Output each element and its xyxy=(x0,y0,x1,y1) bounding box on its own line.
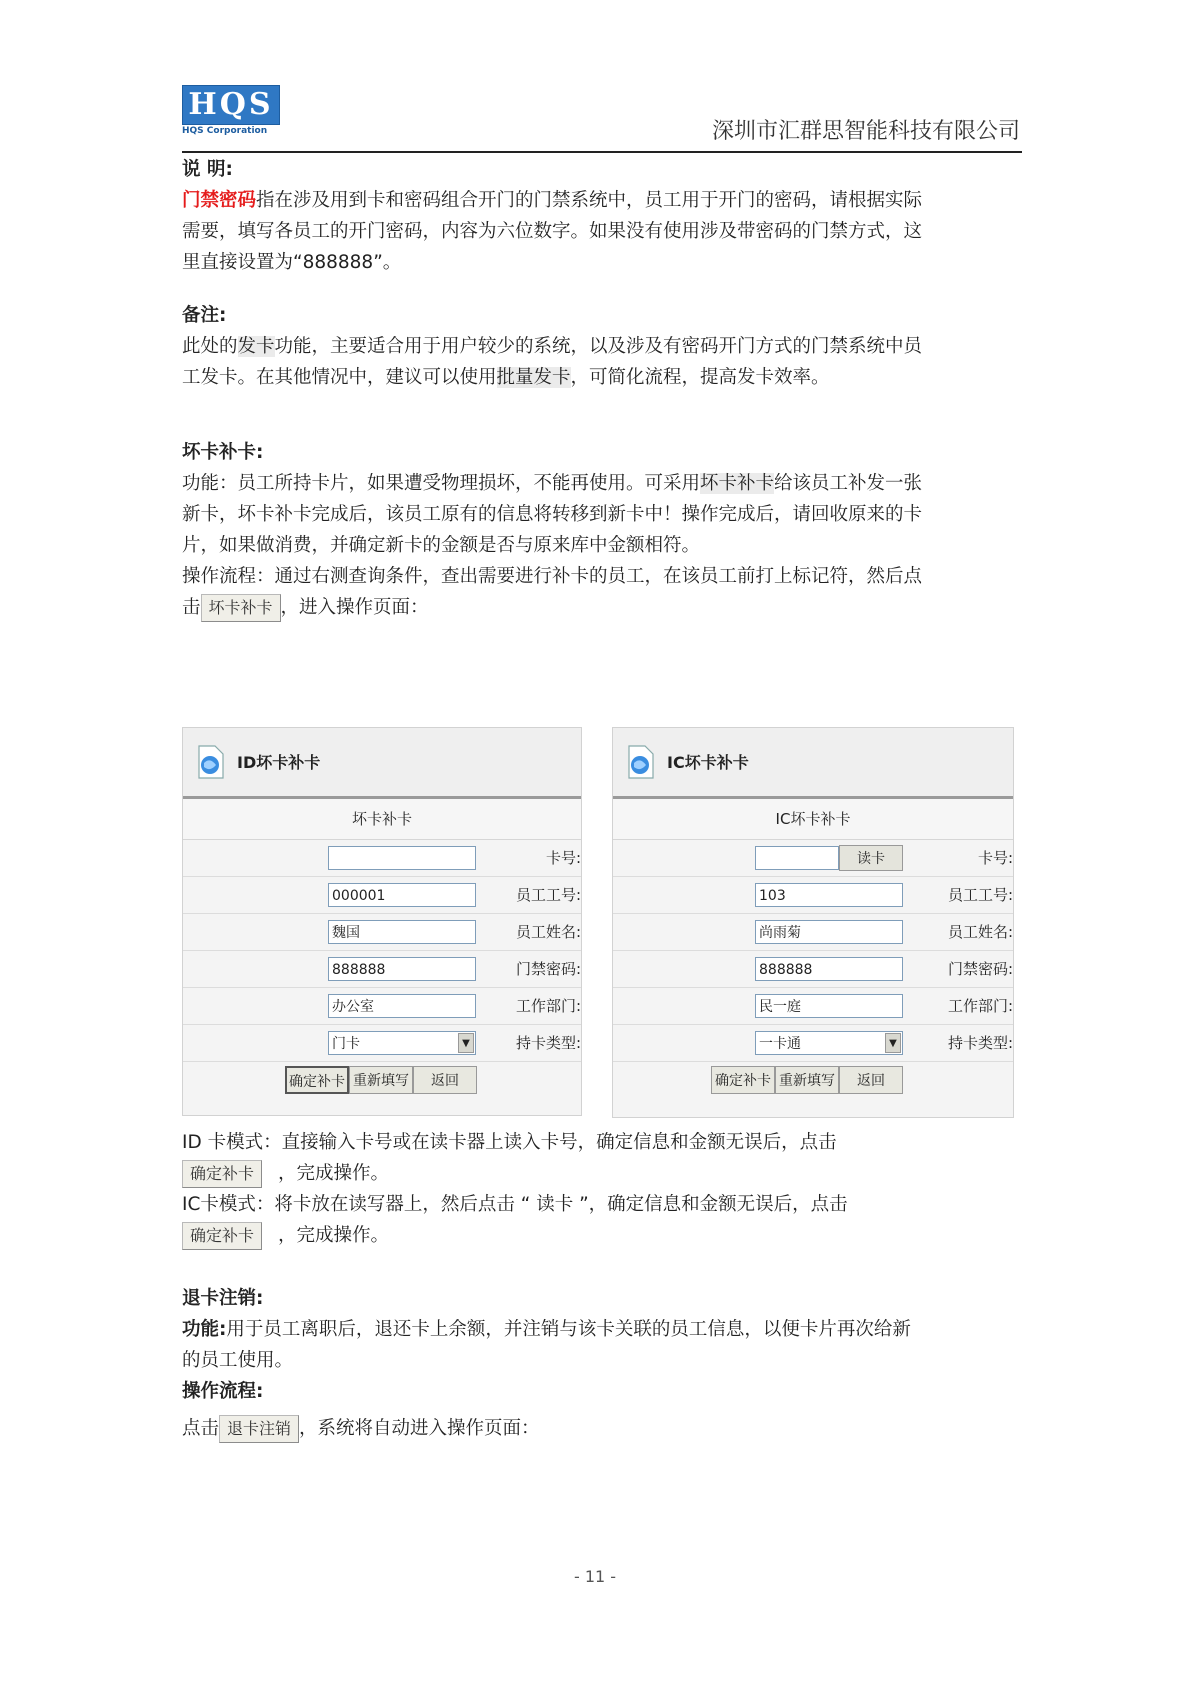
highlight-bad-card-replace: 坏卡补卡 xyxy=(700,473,775,494)
form-row-card-no xyxy=(183,840,581,877)
panel-button-row xyxy=(613,1062,1013,1100)
confirm-replace-button[interactable]: 确定补卡 xyxy=(285,1066,349,1094)
paragraph-line: 的员工使用。 xyxy=(182,1350,294,1371)
door-pwd-input[interactable]: 888888 xyxy=(328,957,476,981)
section-heading: 备注: xyxy=(182,305,227,326)
document-globe-icon xyxy=(623,744,657,780)
text-span: 此处的 xyxy=(182,336,238,357)
paragraph-line xyxy=(182,331,1024,362)
card-type-value: 门卡 xyxy=(332,1036,360,1052)
section-heading: 坏卡补卡: xyxy=(182,442,264,463)
company-name: 深圳市汇群思智能科技有限公司 xyxy=(711,119,1020,144)
text-span: ，可简化流程，提高发卡效率。 xyxy=(570,367,830,388)
confirm-replace-button-inline[interactable]: 确定补卡 xyxy=(182,1160,262,1188)
back-button[interactable]: 返回 xyxy=(413,1066,477,1094)
text-span: ，系统将自动进入操作页面： xyxy=(299,1418,540,1439)
form-row-card-type xyxy=(613,1025,1013,1062)
form-row-dept xyxy=(183,988,581,1025)
dept-input[interactable]: 民一庭 xyxy=(755,994,903,1018)
section-note xyxy=(182,300,1024,393)
label-card-type: 持卡类型: xyxy=(947,1034,1013,1052)
function-label: 功能: xyxy=(182,1319,227,1340)
text-span: ，进入操作页面： xyxy=(280,597,429,618)
form-row-door-pwd xyxy=(183,951,581,988)
text-span: 用于员工离职后，退还卡上余额，并注销与该卡关联的员工信息，以便卡片再次给新 xyxy=(226,1319,911,1340)
back-button[interactable]: 返回 xyxy=(839,1066,903,1094)
id-card-replace-panel xyxy=(182,727,582,1116)
paragraph-line: ID 卡模式：直接输入卡号或在读卡器上读入卡号，确定信息和金额无误后，点击 xyxy=(182,1132,837,1153)
section-bad-card-replace xyxy=(182,437,1024,623)
chevron-down-icon[interactable]: ▼ xyxy=(458,1033,474,1053)
form-row-emp-no xyxy=(613,877,1013,914)
label-emp-name: 员工姓名: xyxy=(515,923,581,941)
paragraph-line xyxy=(182,185,1024,216)
flow-heading: 操作流程: xyxy=(182,1381,264,1402)
paragraph-line xyxy=(182,1314,1024,1345)
panel-header xyxy=(183,728,581,799)
text-span: 功能，主要适合用于用户较少的系统，以及涉及有密码开门方式的门禁系统中员 xyxy=(274,336,923,357)
label-card-no: 卡号: xyxy=(977,849,1013,867)
card-type-select[interactable] xyxy=(755,1031,903,1055)
read-card-button[interactable]: 读卡 xyxy=(839,845,903,871)
ic-card-replace-panel xyxy=(612,727,1014,1118)
label-card-no: 卡号: xyxy=(545,849,581,867)
paragraph-line: 里直接设置为“888888”。 xyxy=(182,252,402,273)
form-row-door-pwd xyxy=(613,951,1013,988)
section-heading: 说 明: xyxy=(182,159,233,180)
door-pwd-input[interactable]: 888888 xyxy=(755,957,903,981)
logo-subtitle: HQS Corporation xyxy=(182,126,268,136)
dept-input[interactable]: 办公室 xyxy=(328,994,476,1018)
section-heading: 退卡注销: xyxy=(182,1288,264,1309)
company-logo xyxy=(182,85,278,137)
section-card-modes xyxy=(182,1127,1024,1251)
confirm-replace-button[interactable]: 确定补卡 xyxy=(711,1066,775,1094)
text-span: 功能：员工所持卡片，如果遭受物理损坏，不能再使用。可采用 xyxy=(182,473,701,494)
reset-button[interactable]: 重新填写 xyxy=(349,1066,413,1094)
label-emp-no: 员工工号: xyxy=(947,886,1013,904)
form-row-emp-no xyxy=(183,877,581,914)
card-type-value: 一卡通 xyxy=(759,1036,801,1052)
paragraph-line: IC卡模式：将卡放在读写器上，然后点击 “ 读卡 ”，确定信息和金额无误后，点击 xyxy=(182,1194,848,1215)
card-type-select[interactable] xyxy=(328,1031,476,1055)
emp-no-input[interactable]: 000001 xyxy=(328,883,476,907)
text-span: 指在涉及用到卡和密码组合开门的门禁系统中，员工用于开门的密码，请根据实际 xyxy=(256,190,923,211)
reset-button[interactable]: 重新填写 xyxy=(775,1066,839,1094)
text-span: 给该员工补发一张 xyxy=(774,473,923,494)
label-emp-no: 员工工号: xyxy=(515,886,581,904)
panel-subtitle: IC坏卡补卡 xyxy=(613,799,1013,840)
chevron-down-icon[interactable]: ▼ xyxy=(885,1033,901,1053)
bad-card-replace-button[interactable]: 坏卡补卡 xyxy=(201,594,281,622)
card-return-button[interactable]: 退卡注销 xyxy=(219,1415,299,1443)
label-card-type: 持卡类型: xyxy=(515,1034,581,1052)
paragraph-line: 新卡，坏卡补卡完成后，该员工原有的信息将转移到新卡中！操作完成后，请回收原来的卡 xyxy=(182,504,923,525)
document-globe-icon xyxy=(193,744,227,780)
header-divider xyxy=(182,151,1022,153)
form-row-card-type xyxy=(183,1025,581,1062)
label-dept: 工作部门: xyxy=(515,997,581,1015)
emp-name-input[interactable]: 魏国 xyxy=(328,920,476,944)
paragraph-line xyxy=(182,592,1024,623)
panel-button-row xyxy=(183,1062,581,1100)
confirm-replace-button-inline[interactable]: 确定补卡 xyxy=(182,1222,262,1250)
form-row-emp-name xyxy=(183,914,581,951)
card-no-input[interactable] xyxy=(755,846,839,870)
section-card-return xyxy=(182,1283,1024,1444)
logo-text: HQS xyxy=(182,85,280,125)
form-row-emp-name xyxy=(613,914,1013,951)
emp-name-input[interactable]: 尚雨菊 xyxy=(755,920,903,944)
paragraph-line xyxy=(182,1158,1024,1189)
section-explanation xyxy=(182,154,1024,278)
form-row-card-no xyxy=(613,840,1013,877)
text-span: 击 xyxy=(182,597,201,618)
text-span: ，完成操作。 xyxy=(278,1225,390,1246)
text-span: 点击 xyxy=(182,1418,220,1439)
paragraph-line xyxy=(182,1220,1024,1251)
form-row-dept xyxy=(613,988,1013,1025)
panel-header xyxy=(613,728,1013,799)
text-span: ，完成操作。 xyxy=(278,1163,390,1184)
emp-no-input[interactable]: 103 xyxy=(755,883,903,907)
label-door-pwd: 门禁密码: xyxy=(947,960,1013,978)
page-number: - 11 - xyxy=(573,1567,617,1586)
paragraph-line xyxy=(182,362,1024,393)
panel-title: IC坏卡补卡 xyxy=(667,753,749,772)
label-emp-name: 员工姓名: xyxy=(947,923,1013,941)
paragraph-line: 操作流程：通过右测查询条件，查出需要进行补卡的员工，在该员工前打上标记符，然后点 xyxy=(182,566,923,587)
text-span: 工发卡。在其他情况中，建议可以使用 xyxy=(182,367,497,388)
card-no-input[interactable] xyxy=(328,846,476,870)
label-dept: 工作部门: xyxy=(947,997,1013,1015)
label-door-pwd: 门禁密码: xyxy=(515,960,581,978)
highlight-batch-issue: 批量发卡 xyxy=(496,367,571,388)
highlight-issue-card: 发卡 xyxy=(237,336,275,357)
paragraph-line xyxy=(182,1413,1024,1444)
paragraph-line: 需要，填写各员工的开门密码，内容为六位数字。如果没有使用涉及带密码的门禁方式，这 xyxy=(182,221,923,242)
paragraph-line: 片，如果做消费，并确定新卡的金额是否与原来库中金额相符。 xyxy=(182,535,701,556)
paragraph-line xyxy=(182,468,1024,499)
keyword-door-password: 门禁密码 xyxy=(182,190,257,211)
panel-title: ID坏卡补卡 xyxy=(237,753,321,772)
panel-subtitle: 坏卡补卡 xyxy=(183,799,581,840)
